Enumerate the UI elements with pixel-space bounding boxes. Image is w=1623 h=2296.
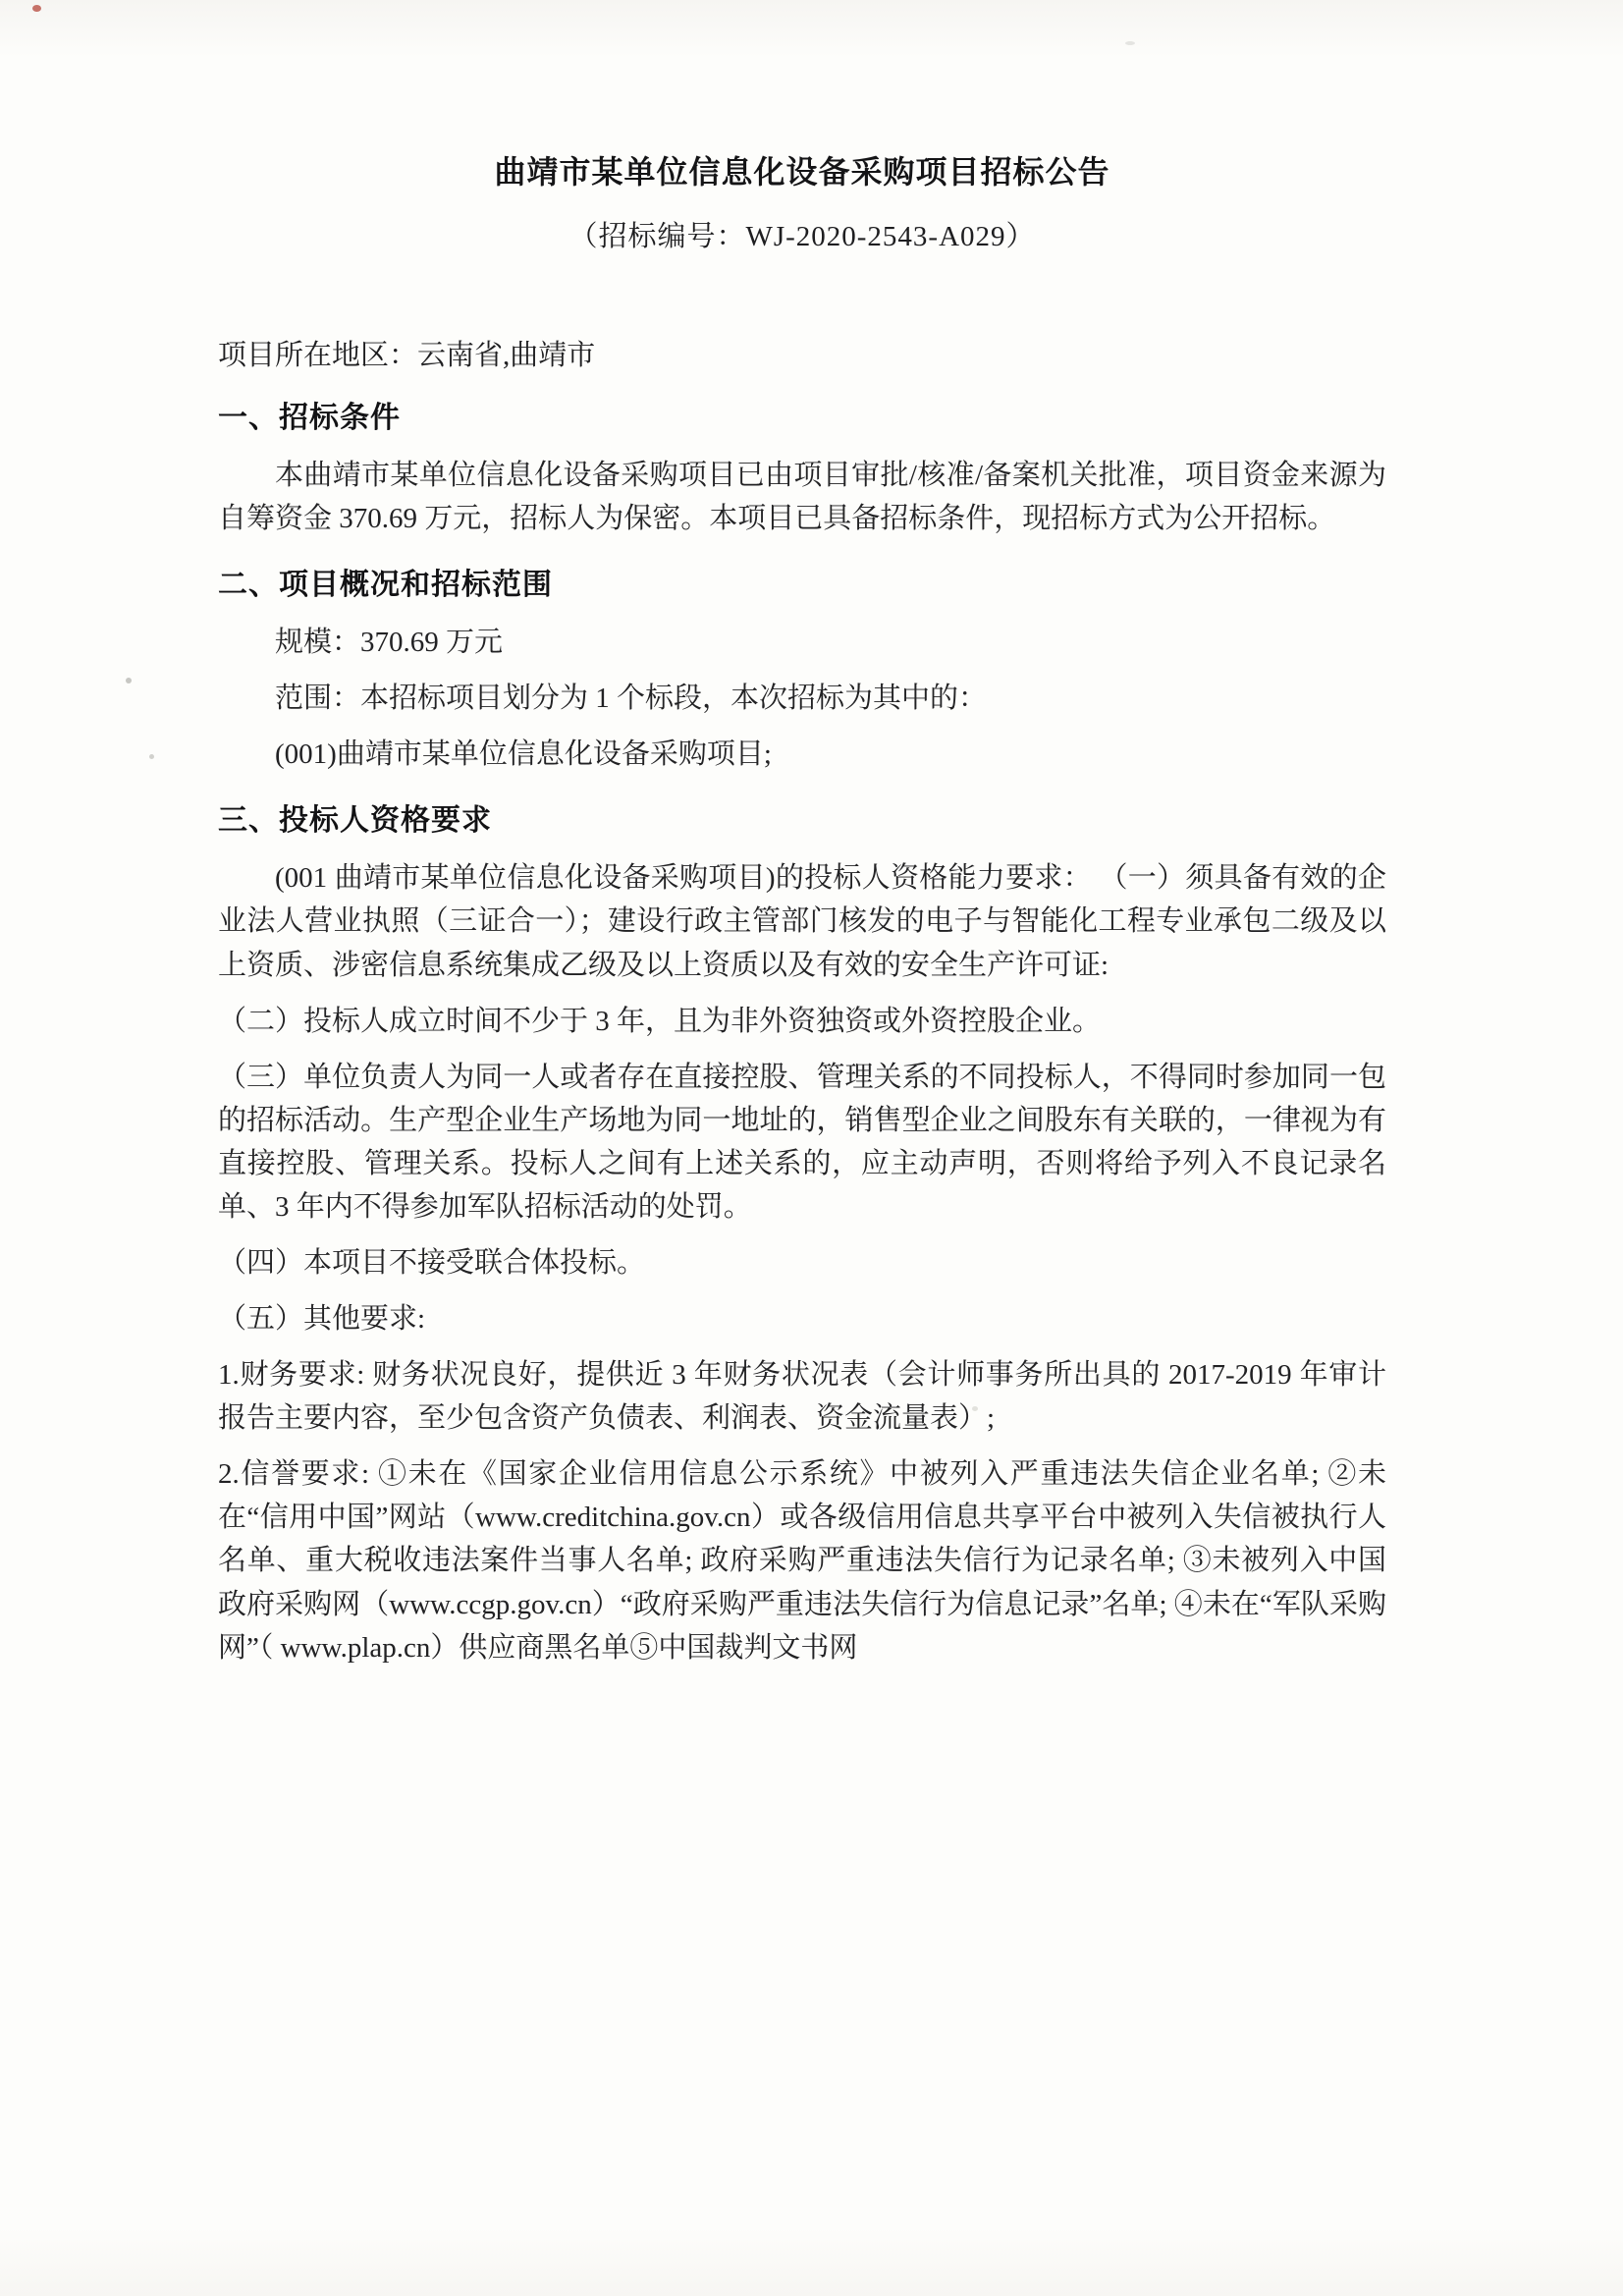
paragraph-qualification-req-1: (001 曲靖市某单位信息化设备采购项目)的投标人资格能力要求： （一）须具备有效的企业法人营业执照（三证合一）；建设行政主管部门核发的电子与智能化工程专业承包二级及以上资质、涉密信息系统集成乙级及以上资质以及有效的安全生产许可证: (218, 862, 1386, 981)
paragraph-other-requirements-label: （五）其他要求: (218, 1303, 426, 1336)
section-heading-project-overview: 二、项目概况和招标范围 (218, 569, 553, 602)
tender-number-subtitle: （招标编号：WJ-2020-2543-A029） (568, 221, 1036, 252)
section-heading-bidder-qualifications: 三、投标人资格要求 (218, 804, 492, 838)
scan-artifact-speck (126, 678, 132, 683)
paragraph-credit-requirements: 2.信誉要求: ①未在《国家企业信用信息公示系统》中被列入严重违法失信企业名单; ②未在“信用中国”网站（www.creditchina.gov.cn）或各级信用信息共享平台中被列入失信被执行人名单、重大税收违法案件当事人名单; 政府采购严重违法失信行为记录名单; ③未被列入中国政府采购网（www.ccgp.gov.cn）“政府采购严重违法失信行为信息记录”名单; ④未在“军队采购网”（ www.plap.cn）供应商黑名单⑤中国裁判文书网 (218, 1458, 1386, 1664)
paragraph-project-scale: 规模：370.69 万元 (275, 627, 504, 659)
paragraph-qualification-req-2: （二）投标人成立时间不少于 3 年，且为非外资独资或外资控股企业。 (218, 1005, 1102, 1037)
paragraph-qualification-req-4: （四）本项目不接受联合体投标。 (218, 1247, 646, 1280)
project-location-line: 项目所在地区：云南省,曲靖市 (218, 340, 596, 371)
document-title: 曲靖市某单位信息化设备采购项目招标公告 (494, 154, 1110, 190)
scan-artifact-red-dot (32, 5, 41, 12)
scan-artifact-speck (149, 754, 154, 759)
document-content (218, 147, 1386, 1682)
paragraph-project-scope: 范围：本招标项目划分为 1 个标段，本次招标为其中的： (275, 683, 988, 715)
paragraph-qualification-req-3: （三）单位负责人为同一人或者存在直接控股、管理关系的不同投标人，不得同时参加同一包的招标活动。生产型企业生产场地为同一地址的，销售型企业之间股东有关联的，一律视为有直接控股、管理关系。投标人之间有上述关系的，应主动声明，否则将给予列入不良记录名单、3 年内不得参加军队招标活动的处罚。 (218, 1061, 1386, 1223)
paragraph-financial-requirements: 1.财务要求: 财务状况良好，提供近 3 年财务状况表（会计师事务所出具的 2017-2019 年审计报告主要内容，至少包含资产负债表、利润表、资金流量表）; (218, 1359, 1386, 1435)
paragraph-bid-section-001: (001)曲靖市某单位信息化设备采购项目; (275, 738, 772, 771)
section-heading-tender-conditions: 一、招标条件 (218, 402, 401, 434)
scan-artifact-speck (1125, 41, 1135, 45)
paragraph-tender-conditions: 本曲靖市某单位信息化设备采购项目已由项目审批/核准/备案机关批准，项目资金来源为自筹资金 370.69 万元，招标人为保密。本项目已具备招标条件，现招标方式为公开招标。 (218, 460, 1386, 535)
